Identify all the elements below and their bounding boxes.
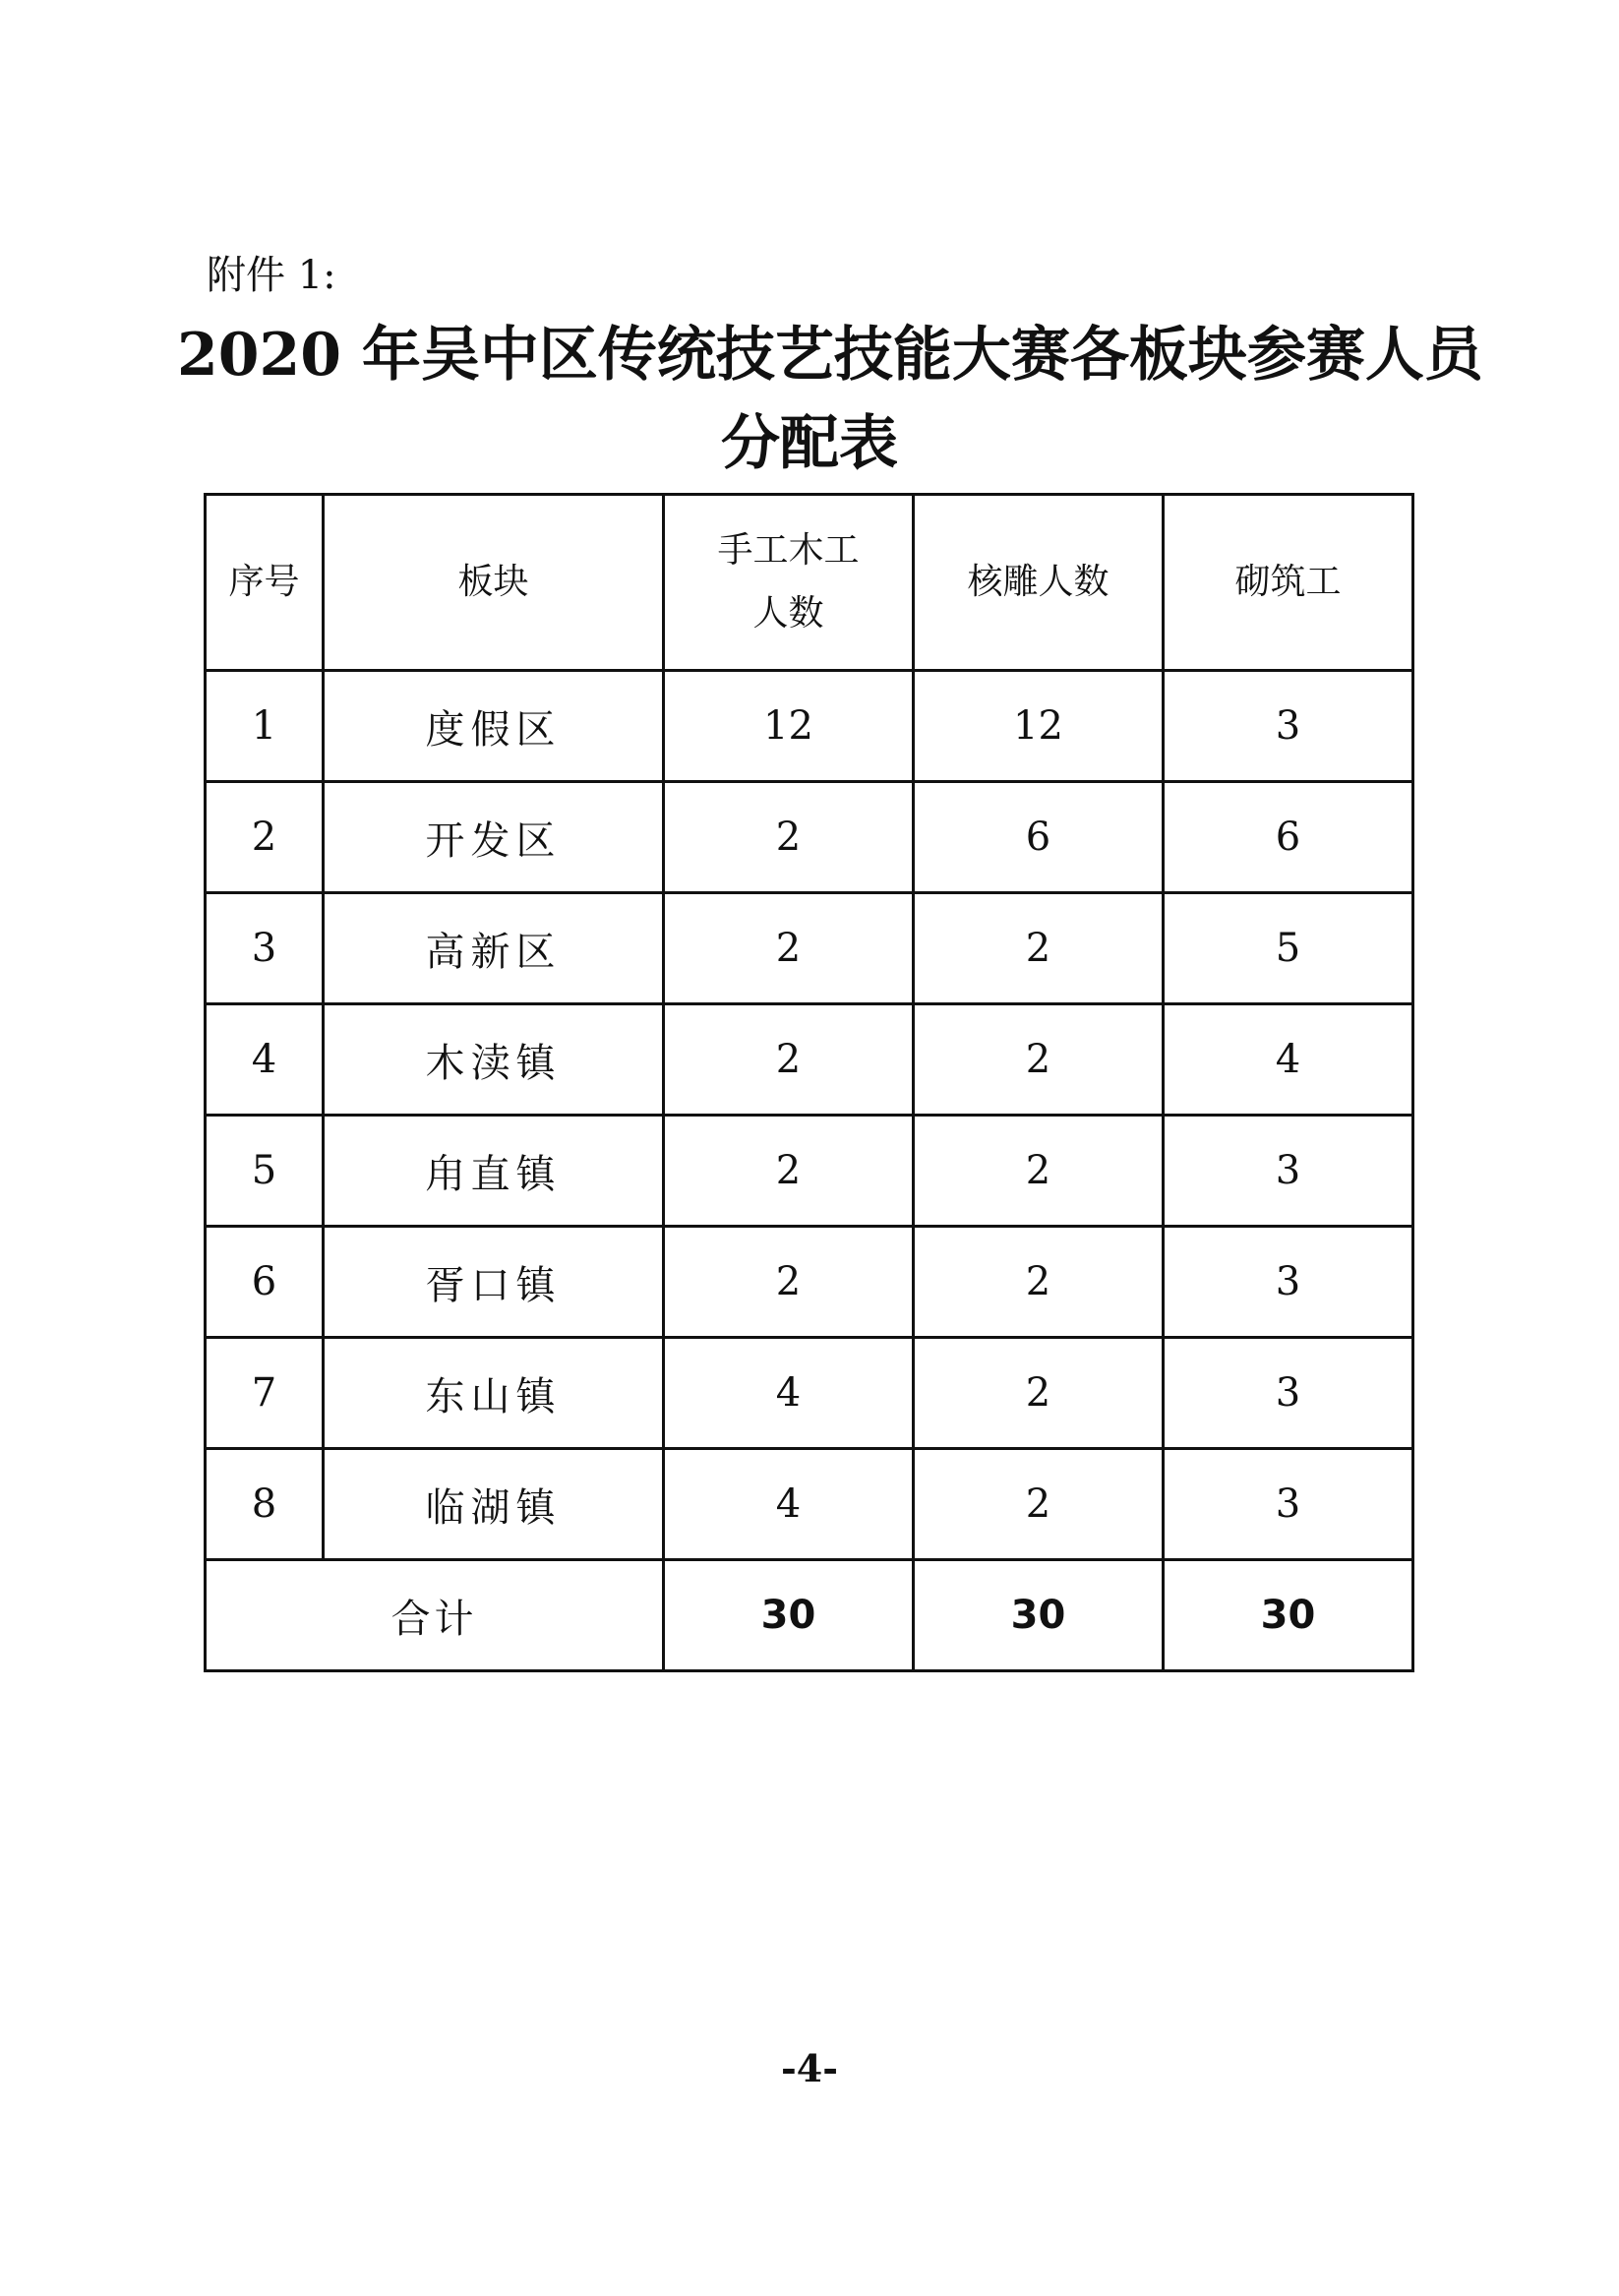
cell-carpenter: 4 [664,1338,914,1449]
header-seq: 序号 [206,495,324,671]
cell-seq: 5 [206,1116,324,1227]
document-title [177,311,1483,488]
total-masonry: 30 [1164,1560,1413,1671]
cell-masonry: 3 [1164,1338,1413,1449]
attachment-label: 附件 1: [207,253,336,298]
cell-section: 临湖镇 [324,1449,664,1560]
cell-seq: 2 [206,782,324,893]
cell-section: 度假区 [324,671,664,782]
cell-section: 胥口镇 [324,1227,664,1338]
cell-section: 高新区 [324,893,664,1004]
cell-carving: 2 [914,1449,1164,1560]
cell-masonry: 6 [1164,782,1413,893]
cell-section: 开发区 [324,782,664,893]
table-row [206,1449,1413,1560]
cell-carpenter: 2 [664,1004,914,1116]
cell-seq: 7 [206,1338,324,1449]
cell-carving: 12 [914,671,1164,782]
cell-seq: 3 [206,893,324,1004]
table-row [206,893,1413,1004]
title-line-2: 分配表 [721,409,898,478]
cell-section: 甪直镇 [324,1116,664,1227]
cell-carpenter: 2 [664,1116,914,1227]
total-carpenter: 30 [664,1560,914,1671]
table-row [206,1227,1413,1338]
cell-masonry: 3 [1164,1227,1413,1338]
cell-masonry: 5 [1164,893,1413,1004]
header-carpenter [664,495,914,671]
total-label: 合计 [206,1560,664,1671]
cell-carpenter: 12 [664,671,914,782]
cell-carpenter: 4 [664,1449,914,1560]
table-row [206,671,1413,782]
total-carving: 30 [914,1560,1164,1671]
cell-carving: 2 [914,1338,1164,1449]
cell-seq: 8 [206,1449,324,1560]
cell-masonry: 3 [1164,671,1413,782]
header-carpenter-line1: 手工木工 [717,530,860,571]
cell-carving: 2 [914,1004,1164,1116]
cell-carpenter: 2 [664,1227,914,1338]
cell-carving: 2 [914,1116,1164,1227]
cell-seq: 4 [206,1004,324,1116]
allocation-table [204,493,1414,1672]
cell-carpenter: 2 [664,893,914,1004]
cell-masonry: 4 [1164,1004,1413,1116]
cell-seq: 1 [206,671,324,782]
cell-section: 木渎镇 [324,1004,664,1116]
cell-section: 东山镇 [324,1338,664,1449]
cell-carpenter: 2 [664,782,914,893]
table-row [206,1116,1413,1227]
table-row [206,782,1413,893]
table-row [206,1338,1413,1449]
title-line-1: 2020 年吴中区传统技艺技能大赛各板块参赛人员 [177,321,1483,390]
header-carpenter-line2: 人数 [752,593,824,634]
table-total-row [206,1560,1413,1671]
cell-masonry: 3 [1164,1449,1413,1560]
header-section: 板块 [324,495,664,671]
table-row [206,1004,1413,1116]
cell-masonry: 3 [1164,1116,1413,1227]
header-masonry: 砌筑工 [1164,495,1413,671]
table-header-row [206,495,1413,671]
cell-seq: 6 [206,1227,324,1338]
header-carving: 核雕人数 [914,495,1164,671]
page-number: -4- [781,2046,838,2090]
cell-carving: 2 [914,893,1164,1004]
cell-carving: 2 [914,1227,1164,1338]
cell-carving: 6 [914,782,1164,893]
